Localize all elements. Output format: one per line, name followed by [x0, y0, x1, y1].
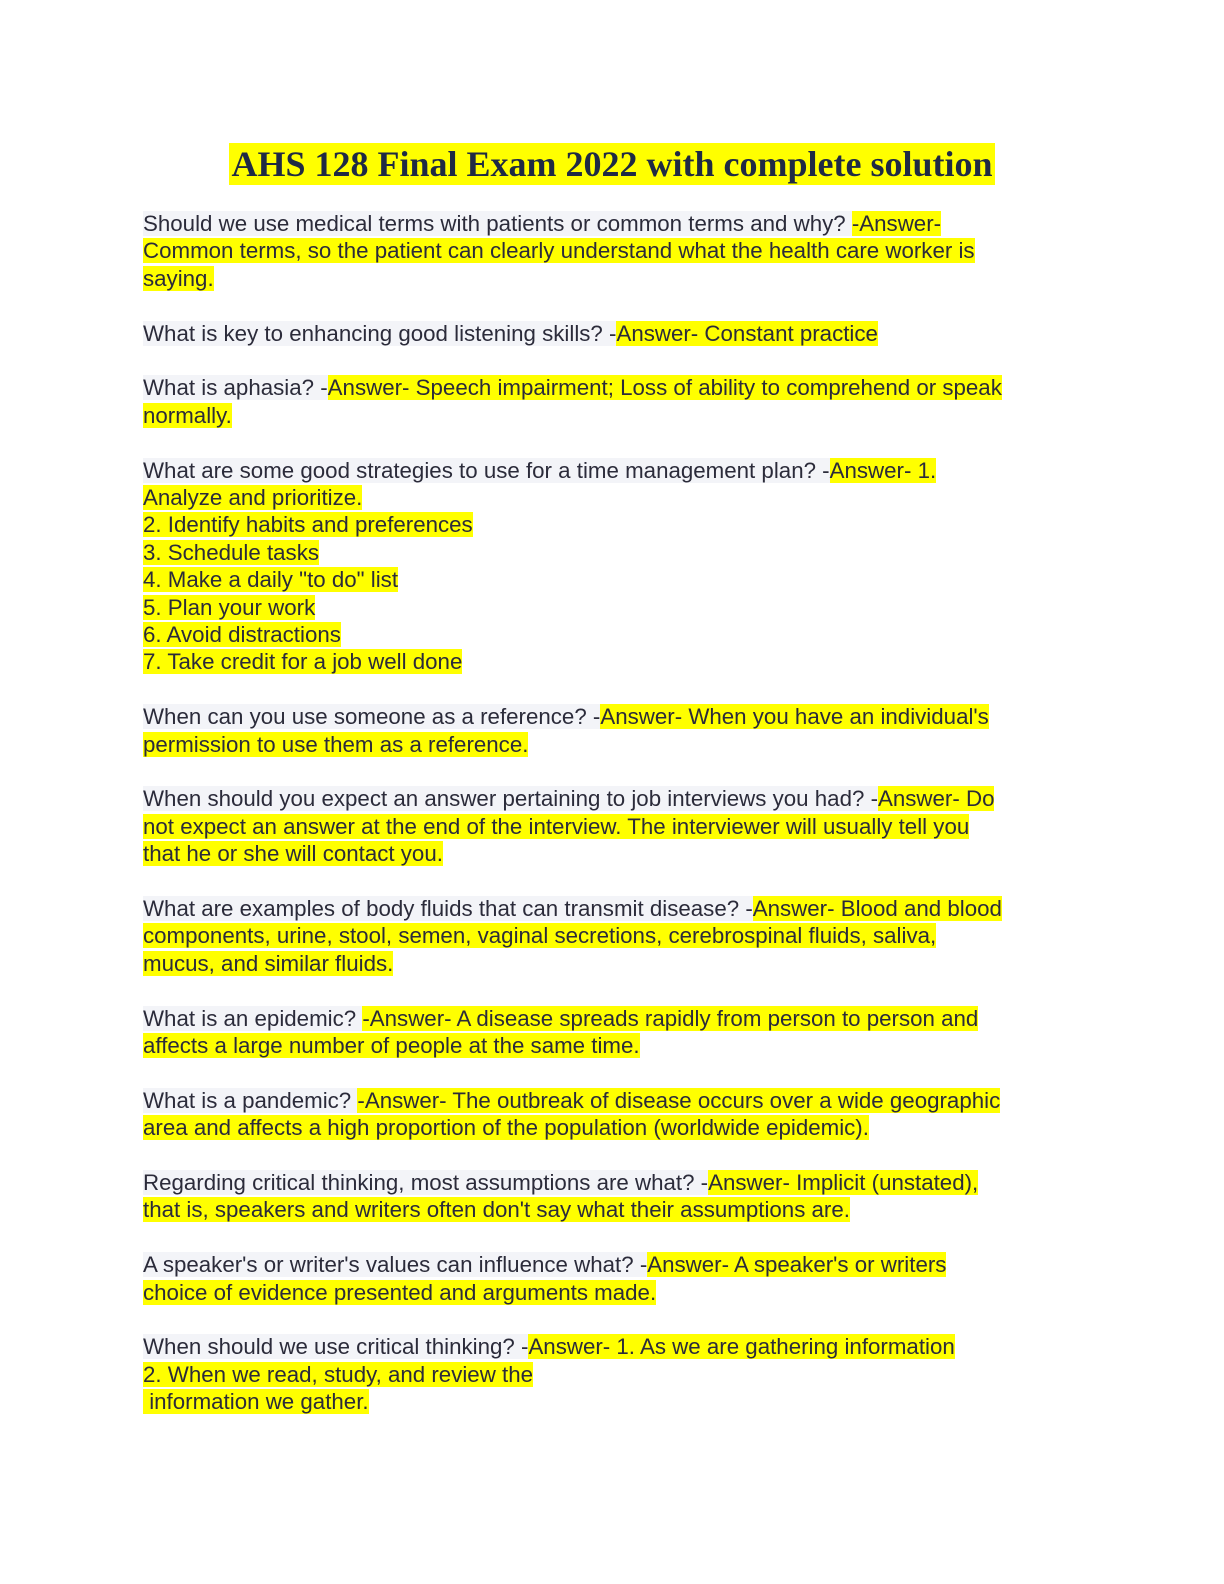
answer-text: Answer- Do — [878, 786, 995, 812]
qa-line — [143, 1087, 1083, 1114]
question-text: What is a pandemic? — [143, 1087, 358, 1113]
answer-text: -Answer- A disease spreads rapidly from person to person and — [362, 1005, 979, 1031]
answer-text: 6. Avoid distractions — [143, 622, 341, 648]
qa-line — [143, 1169, 1083, 1196]
answer-text: Answer- 1. — [829, 457, 937, 483]
answer-text: Answer- A speaker's or writers — [647, 1252, 947, 1278]
question-text: What are examples of body fluids that can transmit disease? - — [143, 896, 753, 922]
answer-text: Analyze and prioritize. — [143, 485, 363, 511]
qa-item — [143, 1169, 1083, 1224]
question-text: What is an epidemic? — [143, 1005, 363, 1031]
answer-text: that he or she will contact you. — [143, 841, 443, 867]
qa-line — [143, 731, 1083, 758]
qa-line — [143, 1251, 1083, 1278]
qa-line — [143, 1196, 1083, 1223]
answer-text: 3. Schedule tasks — [143, 539, 320, 565]
answer-text: not expect an answer at the end of the interview. The interviewer will usually tell you — [143, 813, 970, 839]
answer-text: -Answer- — [851, 211, 942, 236]
answer-text: Answer- Constant practice — [616, 320, 878, 346]
qa-item — [143, 320, 1083, 347]
qa-line — [143, 1279, 1083, 1306]
qa-item — [143, 703, 1083, 758]
question-text: What are some good strategies to use for a time management plan? - — [143, 457, 830, 483]
answer-text: -Answer- The outbreak of disease occurs over a wide geographic — [357, 1087, 1001, 1113]
answer-text: saying. — [143, 265, 214, 291]
title-container — [0, 143, 1224, 185]
answer-text: 2. When we read, study, and review the — [143, 1361, 533, 1387]
answer-text: 7. Take credit for a job well done — [143, 649, 463, 675]
answer-text: information we gather. — [143, 1389, 369, 1415]
qa-item — [143, 457, 1083, 676]
answer-text: Answer- Blood and blood — [752, 896, 1002, 922]
answer-text: affects a large number of people at the same time. — [143, 1033, 640, 1059]
answer-text: area and affects a high proportion of the population (worldwide epidemic). — [143, 1115, 869, 1141]
qa-line — [143, 621, 1083, 648]
qa-line — [143, 237, 1083, 264]
qa-item — [143, 1005, 1083, 1060]
question-text: What is aphasia? - — [143, 375, 328, 401]
qa-line — [143, 785, 1083, 812]
qa-line — [143, 703, 1083, 730]
answer-text: mucus, and similar fluids. — [143, 950, 394, 976]
qa-line — [143, 813, 1083, 840]
qa-line — [143, 539, 1083, 566]
qa-item — [143, 895, 1083, 977]
qa-line — [143, 895, 1083, 922]
question-text: When should you expect an answer pertaining to job interviews you had? - — [143, 786, 878, 812]
qa-line — [143, 1333, 1083, 1360]
answer-text: 2. Identify habits and preferences — [143, 512, 473, 538]
answer-text: Answer- Implicit (unstated), — [708, 1170, 979, 1196]
qa-line — [143, 950, 1083, 977]
qa-line — [143, 374, 1083, 401]
qa-list — [143, 210, 1083, 1443]
document-title: AHS 128 Final Exam 2022 with complete solution — [231, 144, 993, 184]
qa-line — [143, 210, 1083, 237]
answer-text: permission to use them as a reference. — [143, 731, 529, 757]
question-text: When should we use critical thinking? - — [143, 1334, 529, 1360]
qa-line — [143, 511, 1083, 538]
qa-item — [143, 210, 1083, 292]
answer-text: components, urine, stool, semen, vaginal secretions, cerebrospinal fluids, saliva, — [143, 923, 937, 949]
question-text: What is key to enhancing good listening skills? - — [143, 320, 617, 346]
qa-line — [143, 1032, 1083, 1059]
qa-item — [143, 1251, 1083, 1306]
qa-line — [143, 566, 1083, 593]
qa-line — [143, 594, 1083, 621]
answer-text: Common terms, so the patient can clearly understand what the health care worker is — [143, 238, 975, 264]
qa-item — [143, 785, 1083, 867]
answer-text: that is, speakers and writers often don't say what their assumptions are. — [143, 1197, 850, 1223]
qa-line — [143, 402, 1083, 429]
question-text: Regarding critical thinking, most assumptions are what? - — [143, 1170, 709, 1196]
qa-line — [143, 1114, 1083, 1141]
question-text: Should we use medical terms with patients or common terms and why? — [143, 211, 852, 236]
answer-text: choice of evidence presented and arguments made. — [143, 1279, 657, 1305]
qa-line — [143, 457, 1083, 484]
question-text: When can you use someone as a reference? - — [143, 704, 601, 730]
answer-text: 5. Plan your work — [143, 594, 316, 620]
qa-line — [143, 922, 1083, 949]
qa-line — [143, 648, 1083, 675]
qa-line — [143, 840, 1083, 867]
qa-line — [143, 1005, 1083, 1032]
qa-line — [143, 1361, 1083, 1388]
qa-line — [143, 1388, 1083, 1415]
qa-item — [143, 1333, 1083, 1415]
answer-text: Answer- Speech impairment; Loss of ability to comprehend or speak — [327, 375, 1002, 401]
answer-text: 4. Make a daily "to do" list — [143, 567, 399, 593]
qa-line — [143, 320, 1083, 347]
qa-item — [143, 374, 1083, 429]
answer-text: Answer- When you have an individual's — [600, 704, 989, 730]
answer-text: normally. — [143, 402, 232, 428]
question-text: A speaker's or writer's values can influence what? - — [143, 1252, 648, 1278]
qa-line — [143, 265, 1083, 292]
qa-line — [143, 484, 1083, 511]
answer-text: Answer- 1. As we are gathering information — [528, 1334, 955, 1360]
qa-item — [143, 1087, 1083, 1142]
